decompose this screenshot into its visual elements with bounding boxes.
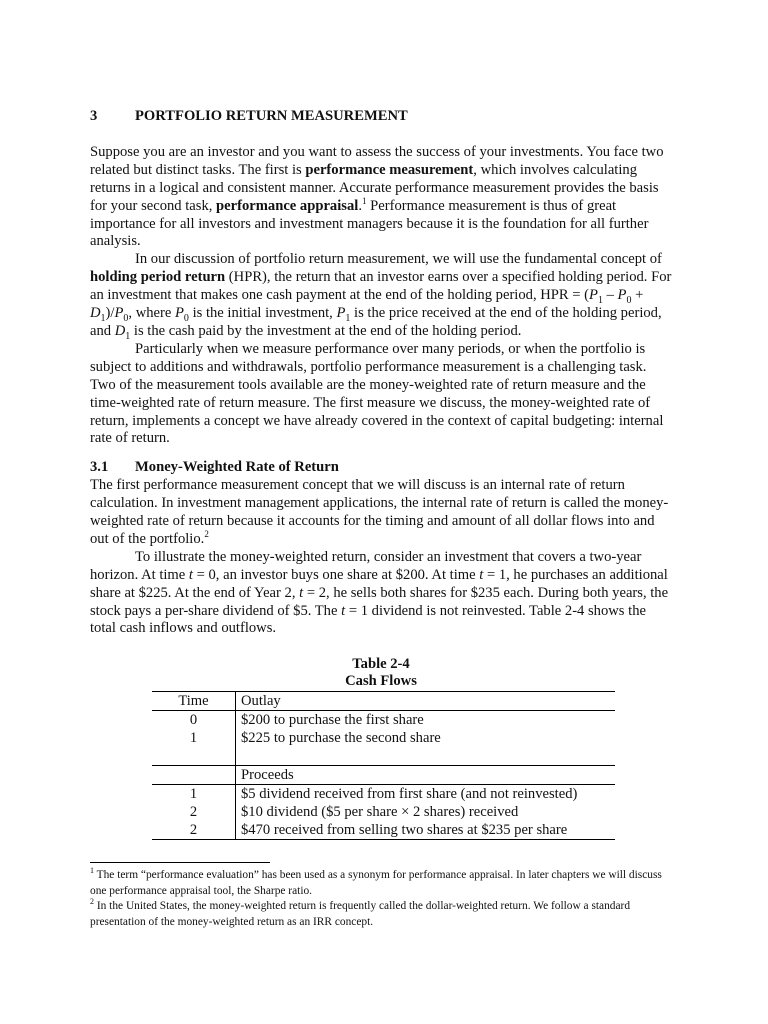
header-proceeds: Proceeds [236, 766, 616, 785]
section-number: 3 [90, 108, 98, 124]
var-p: P [589, 287, 598, 304]
table-2-4 [90, 656, 672, 840]
subscript: 1 [125, 330, 131, 342]
var-t: t [188, 566, 193, 583]
cell-empty [152, 747, 236, 766]
paragraph-example [90, 549, 672, 639]
term-performance-appraisal: performance appraisal [216, 197, 359, 214]
table-row [152, 711, 615, 730]
cell-desc: $10 dividend ($5 per share × 2 shares) received [241, 804, 519, 821]
paragraph-measurement-tools: Particularly when we measure performance over many periods, or when the portfolio is subject to additions and withdrawals, portfolio performance measurement is a challenging task. Two of the measurement tools available are the money-weighted rate of return measure and the time-weighted rate of return measure. The first measure we discuss, the money-weighted rate of return, implements a concept we have already covered in the context of capital budgeting: internal rate of return. [90, 340, 664, 447]
section-heading [90, 108, 672, 126]
table-row [152, 821, 615, 840]
var-t: t [479, 566, 484, 583]
cell-time: 1 [152, 729, 236, 747]
var-p: P [114, 305, 124, 322]
subscript: 0 [183, 312, 189, 324]
footnote-1 [90, 868, 675, 899]
cell-time: 0 [152, 711, 236, 730]
cell-empty [152, 766, 236, 785]
header-outlay: Outlay [236, 692, 616, 711]
var-p: P [336, 305, 346, 322]
text-run: . [358, 197, 362, 214]
subsection-heading [90, 459, 672, 477]
cell-desc: $5 dividend received from first share (and not reinvested) [241, 786, 578, 803]
term-holding-period-return: holding period return [90, 269, 226, 286]
var-p: P [175, 305, 184, 322]
footnote-mark: 2 [90, 897, 94, 907]
cell-desc: $470 received from selling two shares at $235 per share [236, 821, 616, 840]
table-caption-title: Cash Flows [345, 673, 417, 690]
subscript: 1 [597, 295, 603, 307]
text-run: = 1, he purchases an additional share at $225. At the end of Year 2, [90, 566, 668, 601]
var-t: t [341, 602, 346, 619]
cell-time: 2 [152, 821, 236, 840]
subscript: 0 [123, 312, 129, 324]
table-row [152, 729, 615, 747]
section-title: PORTFOLIO RETURN MEASUREMENT [135, 108, 408, 124]
text-run: is the price received at the end of the holding period, and [90, 305, 662, 339]
text-run: is the cash paid by the investment at the end of the holding period. [130, 322, 522, 339]
document-page [90, 108, 672, 840]
footnotes [90, 862, 675, 930]
text-run: = 0, an investor buys one share at $200. At time [192, 566, 480, 583]
var-d: D [114, 322, 126, 339]
footnote-2 [90, 899, 675, 930]
table-spacer-row [152, 747, 615, 766]
text-run: = 1 dividend is not reinvested. Table 2-4 shows the total cash inflows and outflows. [90, 602, 646, 637]
footnote-ref-1[interactable]: 1 [361, 195, 367, 206]
text-run: + [631, 287, 644, 304]
text-run: Performance measurement is thus of great importance for all investors and investment managers because it is the foundation for all further analysis. [90, 197, 649, 250]
text-run: The first performance measurement concept that we will discuss is an internal rate of return calculation. In investment management applications, the internal rate of return is called the money-weighted rate of return because it accounts for the timing and amount of all dollar flows into and out of the portfolio. [90, 477, 669, 547]
text-run: – [602, 287, 618, 304]
footnote-divider [90, 862, 270, 863]
subscript: 1 [100, 312, 106, 324]
text-run: is the initial investment, [188, 305, 337, 322]
text-run: , where [128, 305, 175, 322]
cell-desc: $225 to purchase the second share [241, 730, 441, 747]
subscript: 0 [626, 295, 632, 307]
text-run: To illustrate the money-weighted return, consider an investment that covers a two-year horizon. At time [90, 548, 642, 583]
table-caption-number: Table 2-4 [352, 656, 410, 673]
table-row [152, 803, 615, 821]
var-p: P [617, 287, 627, 304]
footnote-mark: 1 [90, 866, 94, 876]
text-run: In our discussion of portfolio return measurement, we will use the fundamental concept of [135, 251, 662, 268]
text-run: )/ [105, 305, 115, 322]
text-run: = 2, he sells both shares for $235 each. During both years, the stock pays a per-share dividend of $5. The [90, 584, 669, 619]
text-run: Suppose you are an investor and you want to assess the success of your investments. You face two related but distinct tasks. The first is [90, 143, 664, 178]
cell-empty [236, 747, 616, 766]
term-performance-measurement: performance measurement [305, 161, 474, 178]
paragraph-mwrr-definition [90, 477, 672, 549]
footnote-text: In the United States, the money-weighted return is frequently called the dollar-weighted return. We follow a standard presentation of the money-weighted return as an IRR concept. [90, 900, 631, 928]
var-t: t [299, 584, 304, 601]
cell-time: 2 [152, 803, 236, 821]
table-subheader-row [152, 766, 615, 785]
subsection-number: 3.1 [90, 459, 109, 476]
text-run: (HPR), the return that an investor earns over a specified holding period. For an investment that makes one cash payment at the end of the holding period, HPR = ( [90, 269, 672, 304]
header-time: Time [152, 692, 236, 711]
footnote-text: The term “performance evaluation” has been used as a synonym for performance appraisal. In later chapters we will discuss one performance appraisal tool, the Sharpe ratio. [90, 869, 662, 897]
table-row [152, 785, 615, 804]
cash-flows-table [152, 691, 615, 840]
paragraph-hpr [90, 251, 672, 341]
var-d: D [90, 305, 101, 322]
cell-desc: $200 to purchase the first share [241, 712, 424, 729]
text-run: , which involves calculating returns in a logical and consistent manner. Accurate performance measurement provides the basis for your second task, [90, 161, 659, 214]
subsection-title: Money-Weighted Rate of Return [135, 459, 339, 476]
footnote-ref-2[interactable]: 2 [204, 529, 209, 540]
subscript: 1 [345, 312, 351, 324]
cell-time: 1 [152, 785, 236, 804]
table-header-row [152, 692, 615, 711]
paragraph-intro [90, 144, 672, 251]
